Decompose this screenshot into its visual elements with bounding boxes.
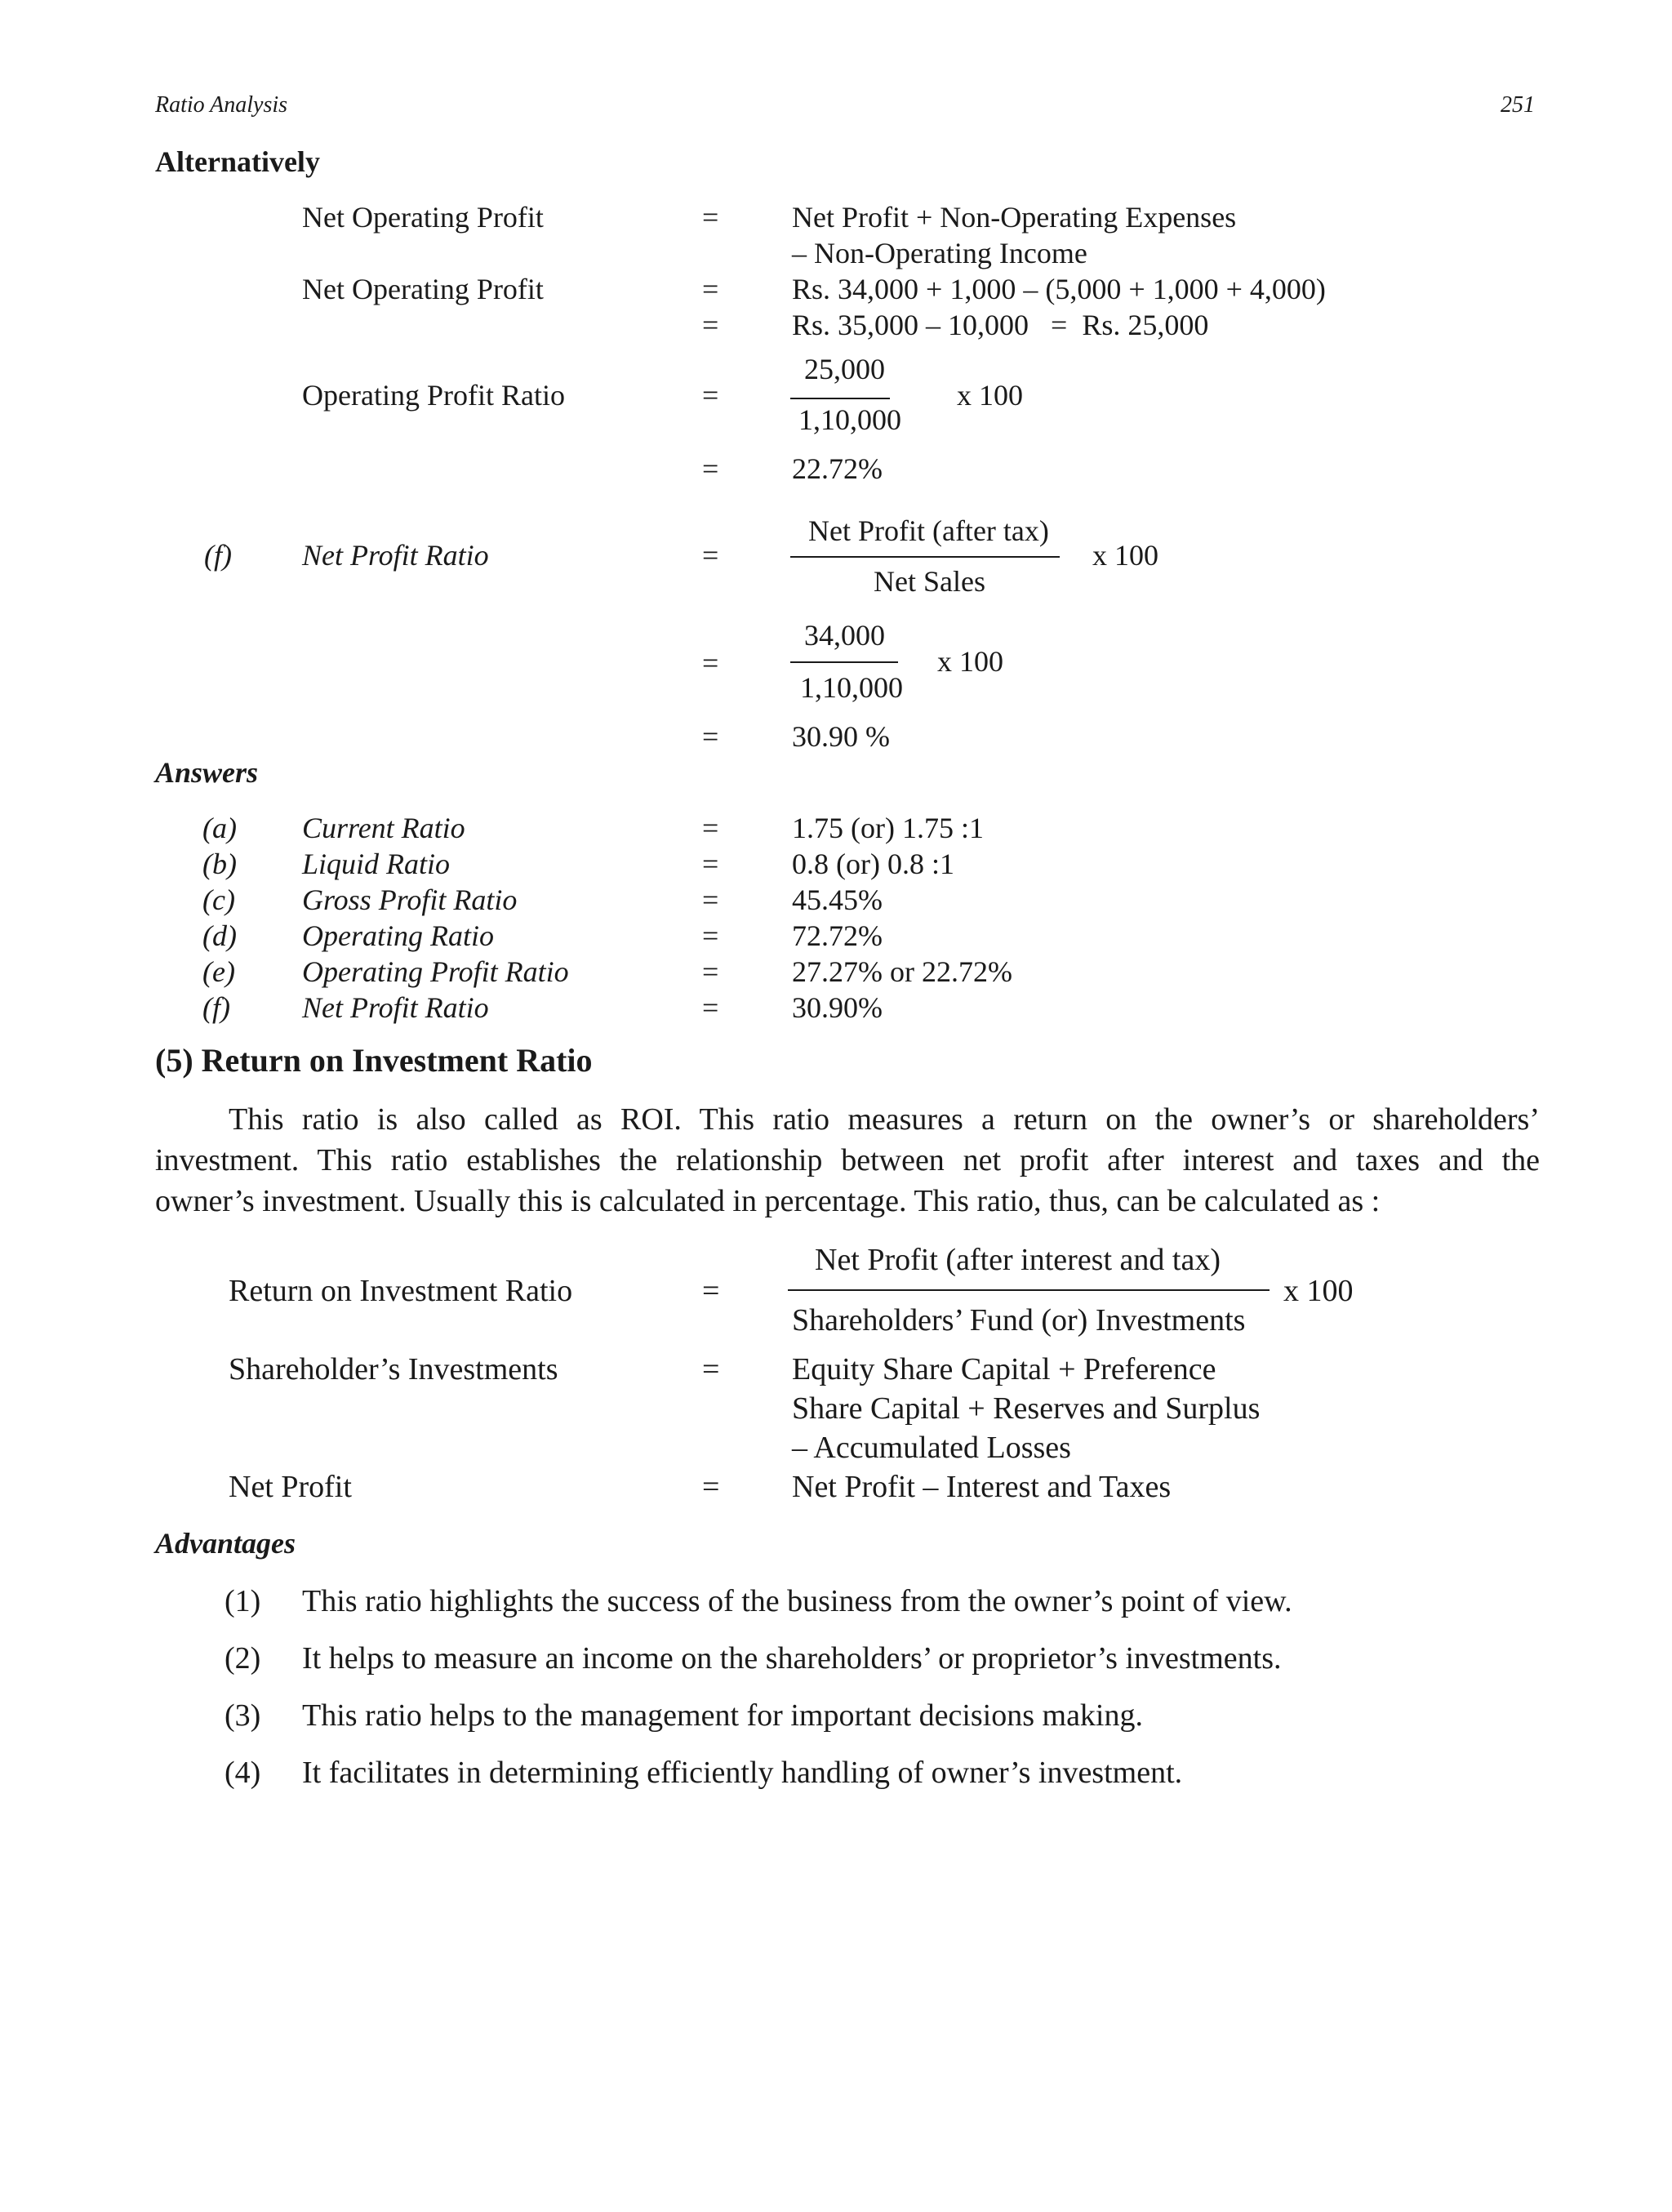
equals-sign: =	[702, 720, 719, 753]
list-text: It helps to measure an income on the shareholders’ or proprietor’s investments.	[302, 1641, 1282, 1676]
npr-label: Net Profit Ratio	[302, 539, 489, 572]
answer-marker: (e)	[202, 955, 235, 988]
nop-label: Net Operating Profit	[302, 273, 544, 305]
roi-paragraph-line2: investment. This ratio establishes the relationship between net profit after interest and taxes and the	[155, 1143, 1540, 1177]
fraction-denominator: Net Sales	[874, 565, 985, 598]
fraction-denominator: 1,10,000	[798, 403, 901, 436]
equals-sign: =	[702, 991, 719, 1024]
list-marker: (1)	[225, 1584, 261, 1618]
section-heading-advantages: Advantages	[155, 1527, 296, 1560]
list-marker: (3)	[225, 1698, 261, 1733]
opr-result: 22.72%	[792, 452, 883, 485]
fraction-denominator: 1,10,000	[800, 671, 903, 704]
running-title: Ratio Analysis	[155, 92, 288, 118]
roi-label: Return on Investment Ratio	[229, 1274, 573, 1308]
answer-value: 27.27% or 22.72%	[792, 955, 1012, 988]
opr-label: Operating Profit Ratio	[302, 379, 565, 412]
equals-sign: =	[702, 1274, 720, 1308]
equals-sign: =	[702, 539, 719, 572]
answer-marker: (b)	[202, 848, 237, 880]
fraction-denominator: Shareholders’ Fund (or) Investments	[792, 1303, 1246, 1337]
equals-sign: =	[702, 1352, 720, 1386]
multiplier: x 100	[937, 645, 1003, 678]
equals-sign: =	[702, 883, 719, 916]
nop-calc-line2: Rs. 35,000 – 10,000 = Rs. 25,000	[792, 309, 1209, 341]
equals-sign: =	[702, 1470, 720, 1504]
roi-paragraph-line1: This ratio is also called as ROI. This ratio measures a return on the owner’s or shareholders’	[229, 1102, 1540, 1137]
equals-sign: =	[702, 647, 719, 679]
equals-sign: =	[702, 201, 719, 234]
answer-marker: (f)	[202, 991, 230, 1024]
fraction-bar	[788, 1289, 1270, 1291]
si-formula-line1: Equity Share Capital + Preference	[792, 1352, 1216, 1386]
multiplier: x 100	[957, 379, 1023, 412]
list-text: This ratio helps to the management for important decisions making.	[302, 1698, 1143, 1733]
fraction-numerator: Net Profit (after interest and tax)	[815, 1243, 1221, 1277]
equals-sign: =	[702, 379, 719, 412]
answer-label: Net Profit Ratio	[302, 991, 489, 1024]
answer-value: 1.75 (or) 1.75 :1	[792, 812, 984, 844]
fraction-bar	[790, 556, 1060, 558]
fraction-numerator: 34,000	[804, 619, 885, 652]
list-marker: (2)	[225, 1641, 261, 1676]
section-heading-alternatively: Alternatively	[155, 145, 320, 178]
npr-result: 30.90 %	[792, 720, 890, 753]
nop-formula-line1: Net Profit + Non-Operating Expenses	[792, 201, 1237, 234]
section-heading-roi: (5) Return on Investment Ratio	[155, 1042, 593, 1079]
equals-sign: =	[702, 955, 719, 988]
multiplier: x 100	[1283, 1274, 1354, 1308]
answer-label: Gross Profit Ratio	[302, 883, 518, 916]
answer-marker: (c)	[202, 883, 235, 916]
nop-label: Net Operating Profit	[302, 201, 544, 234]
section-heading-answers: Answers	[155, 756, 259, 789]
list-marker: (4)	[225, 1756, 261, 1790]
equals-sign: =	[702, 309, 719, 341]
si-label: Shareholder’s Investments	[229, 1352, 558, 1386]
fraction-numerator: 25,000	[804, 353, 885, 385]
answer-marker: (a)	[202, 812, 237, 844]
list-text: It facilitates in determining efficiently handling of owner’s investment.	[302, 1756, 1183, 1790]
item-marker: (f)	[204, 539, 232, 572]
multiplier: x 100	[1092, 539, 1158, 572]
si-formula-line3: – Accumulated Losses	[792, 1431, 1071, 1465]
equals-sign: =	[702, 452, 719, 485]
answer-label: Operating Ratio	[302, 919, 494, 952]
equals-sign: =	[702, 812, 719, 844]
answer-value: 30.90%	[792, 991, 883, 1024]
answer-marker: (d)	[202, 919, 237, 952]
answer-label: Liquid Ratio	[302, 848, 451, 880]
equals-sign: =	[702, 848, 719, 880]
page-number: 251	[1501, 92, 1535, 118]
nop-calc-line1: Rs. 34,000 + 1,000 – (5,000 + 1,000 + 4,000)	[792, 273, 1326, 305]
si-formula-line2: Share Capital + Reserves and Surplus	[792, 1391, 1261, 1426]
fraction-numerator: Net Profit (after tax)	[808, 514, 1049, 547]
np-label: Net Profit	[229, 1470, 352, 1504]
nop-formula-line2: – Non-Operating Income	[792, 237, 1087, 269]
fraction-bar	[790, 398, 890, 399]
equals-sign: =	[702, 273, 719, 305]
answer-label: Operating Profit Ratio	[302, 955, 569, 988]
roi-paragraph-line3: owner’s investment. Usually this is calculated in percentage. This ratio, thus, can be calculated as :	[155, 1184, 1381, 1218]
answer-value: 0.8 (or) 0.8 :1	[792, 848, 954, 880]
equals-sign: =	[702, 919, 719, 952]
answer-value: 72.72%	[792, 919, 883, 952]
list-text: This ratio highlights the success of the business from the owner’s point of view.	[302, 1584, 1292, 1618]
np-value: Net Profit – Interest and Taxes	[792, 1470, 1172, 1504]
answer-value: 45.45%	[792, 883, 883, 916]
fraction-bar	[790, 661, 898, 663]
answer-label: Current Ratio	[302, 812, 465, 844]
